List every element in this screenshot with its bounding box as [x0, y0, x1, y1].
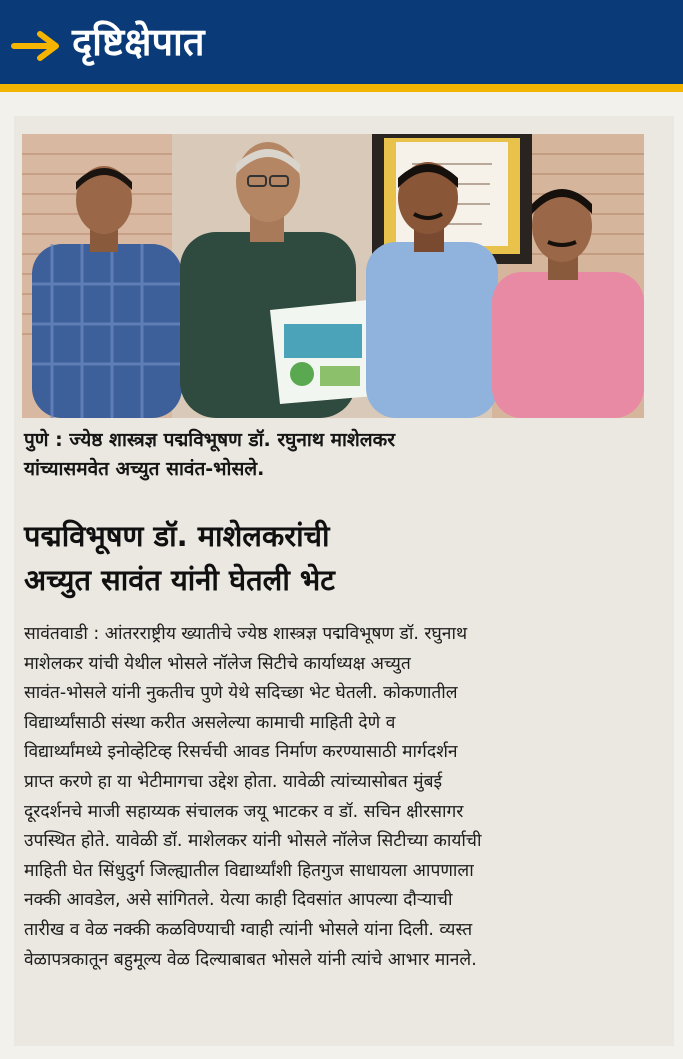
group-photo-image	[22, 134, 644, 418]
body-line: उपस्थित होते. यावेळी डॉ. माशेलकर यांनी भोसले नॉलेज सिटीच्या कार्याची	[24, 831, 482, 852]
body-line: वेळापत्रकातून बहुमूल्य वेळ दिल्याबाबत भोसले यांनी त्यांचे आभार मानले.	[24, 949, 477, 970]
body-line: तारीख व वेळ नक्की कळविण्याची ग्वाही त्यांनी भोसले यांना दिली. व्यस्त	[24, 919, 473, 940]
body-line: नक्की आवडेल, असे सांगितले. येत्या काही दिवसांत आपल्या दौऱ्याची	[24, 890, 453, 911]
body-line: प्राप्त करणे हा या भेटीमागचा उद्देश होता. यावेळी त्यांच्यासोबत मुंबई	[24, 771, 443, 792]
section-title: दृष्टिक्षेपात	[72, 20, 205, 64]
body-line: विद्यार्थ्यांमध्ये इनोव्हेटिव्ह रिसर्चची आवड निर्माण करण्यासाठी मार्गदर्शन	[24, 742, 458, 763]
body-line: सावंतवाडी : आंतरराष्ट्रीय ख्यातीचे ज्येष्ठ शास्त्रज्ञ पद्मविभूषण डॉ. रघुनाथ	[24, 624, 468, 644]
caption-line: यांच्यासमवेत अच्युत सावंत-भोसले.	[24, 458, 265, 480]
headline-line: पद्मविभूषण डॉ. माशेलकरांची	[24, 519, 330, 553]
body-line: दूरदर्शनचे माजी सहाय्यक संचालक जयू भाटकर व डॉ. सचिन क्षीरसागर	[24, 801, 464, 822]
section-banner	[0, 0, 683, 84]
body-line: सावंत-भोसले यांनी नुकतीच पुणे येथे सदिच्छा भेट घेतली. कोकणातील	[24, 683, 458, 704]
article-body	[24, 620, 654, 975]
banner-accent-stripe	[0, 84, 683, 92]
headline-line: अच्युत सावंत यांनी घेतली भेट	[24, 563, 335, 597]
body-line: विद्यार्थ्यांसाठी संस्था करीत असलेल्या कामाची माहिती देणे व	[24, 712, 396, 733]
body-line: माशेलकर यांची येथील भोसले नॉलेज सिटीचे कार्याध्यक्ष अच्युत	[24, 653, 411, 674]
article-headline	[24, 514, 654, 602]
caption-line: पुणे : ज्येष्ठ शास्त्रज्ञ पद्मविभूषण डॉ. रघुनाथ माशेलकर	[24, 429, 396, 451]
arrow-right-icon	[10, 28, 64, 64]
body-line: माहिती घेत सिंधुदुर्ग जिल्ह्यातील विद्यार्थ्यांशी हितगुज साधायला आपणाला	[24, 860, 474, 881]
photo-caption	[24, 426, 644, 484]
